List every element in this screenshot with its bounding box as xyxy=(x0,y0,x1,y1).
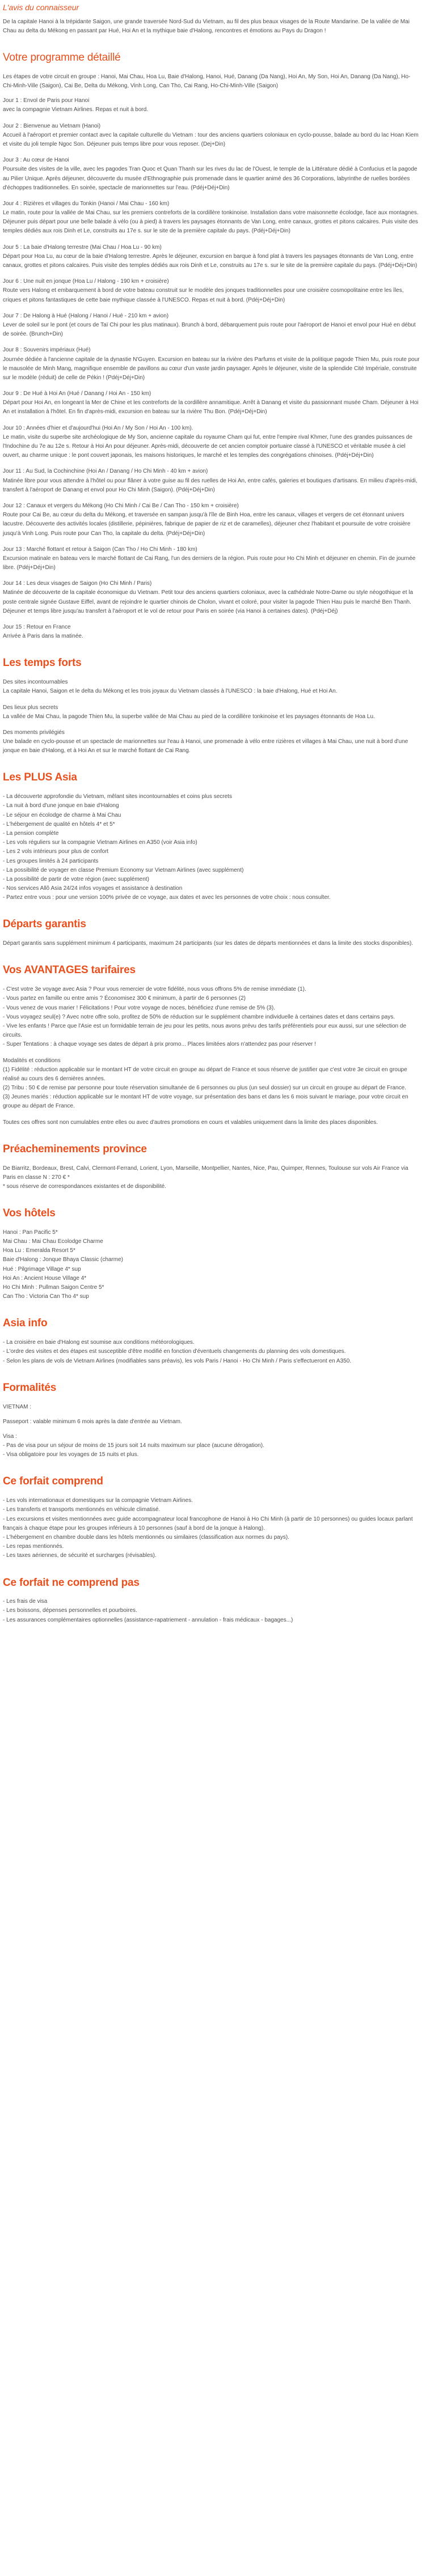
list-item: - L'hébergement en chambre double dans les hôtels mentionnés ou similaires (classification aux normes du pays). xyxy=(3,1534,289,1540)
day-title: Jour 2 : Bienvenue au Vietnam (Hanoi) xyxy=(3,122,101,129)
day-title: Jour 1 : Envol de Paris pour Hanoi xyxy=(3,97,90,104)
list-item: - Les vols réguliers sur la compagnie Vietnam Airlines en A350 (voir Asia info) xyxy=(3,839,197,846)
day-text: avec la compagnie Vietnam Airlines. Repas et nuit à bord. xyxy=(3,107,149,113)
list-item: - La possibilité de partir de votre région (avec supplément) xyxy=(3,876,149,882)
list-item: - Les groupes limités à 24 participants xyxy=(3,858,99,864)
day-item xyxy=(3,579,420,616)
day-title: Jour 10 : Années d'hier et d'aujourd'hui (Hoi An / My Son / Hoi An - 100 km). xyxy=(3,425,193,431)
visa-heading: Visa : xyxy=(3,1433,17,1440)
day-item xyxy=(3,623,420,641)
section-title: Les PLUS Asia xyxy=(3,771,77,784)
list-item: - La nuit à bord d'une jonque en baie d'Halong xyxy=(3,803,119,809)
departures-section xyxy=(3,916,420,948)
section-title: Asia info xyxy=(3,1317,48,1330)
day-item xyxy=(3,346,420,383)
highlight-block xyxy=(3,703,420,722)
list-item: (3) Jeunes mariés : réduction applicable sur le montant HT de votre voyage, sur présentation des bans et dans les 6 mois suivant le mariage, pour votre circuit en groupe au départ de France. xyxy=(3,1094,408,1110)
list-item: - Super Tentations : à chaque voyage ses dates de départ à prix promo... Places limitées alors n'attendez pas pour réserver ! xyxy=(3,1041,317,1048)
list-item: - Vous partez en famille ou entre amis ? Économisez 300 € minimum, à partir de 6 personnes (2) xyxy=(3,995,246,1002)
list-item: - Partez entre vous : pour une version 100% privée de ce voyage, aux dates et avec les personnes de votre choix : nous consulter. xyxy=(3,894,331,901)
excluded-section xyxy=(3,1575,420,1625)
day-title: Jour 8 : Souvenirs impériaux (Hué) xyxy=(3,347,91,354)
highlight-text: Une balade en cyclo-pousse et un spectacle de marionnettes sur l'eau à Hanoi, une promenade à vélo entre rizières et villages à Mai Chau, une nuit à bord d'une jonque en baie d'Halong, et à Hoi An et sur le marché flottant de Cai Rang. xyxy=(3,739,408,754)
highlight-text: La capitale Hanoi, Saigon et le delta du Mékong et les trois joyaux du Vietnam classés à l'UNESCO : la baie d'Halong, Hué et Hoi An. xyxy=(3,688,338,695)
list-item: - Vous venez de vous marier ! Félicitations ! Pour votre voyage de noces, bénéficiez d'une remise de 5% (3). xyxy=(3,1004,275,1011)
highlights-section xyxy=(3,655,420,756)
list-item: Hanoi : Pan Pacific 5* xyxy=(3,1229,58,1236)
day-text: Le matin, route pour la vallée de Mai Chau, sur les premiers contreforts de la cordillère tonkinoise. Installation dans votre maisonnette écolodge, face aux montagnes. Déjeuner puis départ pour une belle balade à vélo (ou à pied) à travers les paysages étonnants de Van Long, entre canaux, grottes et pitons calcaires. Puis visite des temples dédiés aux rois Dinh et Le, construits au 17e s. sur le site de la première capitale du pays. (Pdéj+Déj+Din) xyxy=(3,210,419,235)
advantages-terms xyxy=(3,1056,420,1111)
highlight-block xyxy=(3,728,420,756)
info-list xyxy=(3,1338,420,1366)
formalities-section xyxy=(3,1380,420,1460)
day-list xyxy=(3,96,420,641)
list-item: - L'ordre des visites et des étapes est susceptible d'être modifié en fonction d'éventuels changements du planning des vols domestiques. xyxy=(3,1348,346,1355)
day-text: Le matin, visite du superbe site archéologique de My Son, ancienne capitale du royaume Cham qui fut, entre l'empire rival Khmer, l'une des grandes puissances de l'Indochine du 7e au 12e s. Retour à Hoi An pour déjeuner. Après-midi, découverte de cet ancien comptoir portuaire classé à l'UNESCO et véritable musée à ciel ouvert, au charme unique : le pont couvert japonais, les maisons historiques, le marché et les temples des congrégations chinoises. (Pdéj+Déj+Din) xyxy=(3,434,413,459)
list-item: Hoi An : Ancient House Village 4* xyxy=(3,1275,87,1281)
list-item: - La possibilité de voyager en classe Premium Economy sur Vietnam Airlines (avec supplément) xyxy=(3,867,244,873)
list-item: - Le séjour en écolodge de charme à Mai Chau xyxy=(3,812,121,818)
hotels-list xyxy=(3,1228,420,1302)
departures-text: Départ garantis sans supplément minimum 4 participants, maximum 24 participants (sur les dates de départs mentionnées et dans la limite des stocks disponibles). xyxy=(3,940,414,947)
list-item: Ho Chi Minh : Pullman Saigon Centre 5* xyxy=(3,1284,104,1291)
section-title: Ce forfait ne comprend pas xyxy=(3,1576,140,1589)
list-item: Mai Chau : Mai Chau Ecolodge Charme xyxy=(3,1238,103,1245)
day-item xyxy=(3,545,420,573)
highlight-text: La vallée de Mai Chau, la pagode Thien Mu, la superbe vallée de Mai Chau au pied de la cordillère tonkinoise et les paysages étonnants de Hoa Lu. xyxy=(3,713,375,720)
day-item xyxy=(3,96,420,114)
pre-note: * sous réserve de correspondances existantes et de disponibilité. xyxy=(3,1183,166,1190)
advantages-footer: Toutes ces offres sont non cumulables entre elles ou avec d'autres promotions en cours et valables uniquement dans la limite des places disponibles. xyxy=(3,1119,378,1126)
advantages-section xyxy=(3,962,420,1127)
list-item: Can Tho : Victoria Can Tho 4* sup xyxy=(3,1293,89,1300)
list-item: Hué : Pilgrimage Village 4* sup xyxy=(3,1266,81,1272)
pre-text: De Biarritz, Bordeaux, Brest, Calvi, Clermont-Ferrand, Lorient, Lyon, Marseille, Montpellier, Nantes, Nice, Pau, Quimper, Rennes, Toulouse sur vols Air France via Paris en classe N : 270 € * xyxy=(3,1165,408,1181)
list-item: - Les boissons, dépenses personnelles et pourboires. xyxy=(3,1607,137,1614)
list-item: - Les assurances complémentaires optionnelles (assistance-rapatriement - annulation - frais médicaux - bagages...) xyxy=(3,1616,293,1623)
day-item xyxy=(3,200,420,236)
pre-section xyxy=(3,1141,420,1191)
list-item: - Nos services Allô Asia 24/24 infos voyages et assistance à destination xyxy=(3,885,183,892)
section-title: Formalités xyxy=(3,1381,57,1394)
hotels-section xyxy=(3,1205,420,1301)
highlight-heading: Des sites incontournables xyxy=(3,679,68,686)
day-text: Poursuite des visites de la ville, avec les pagodes Tran Quoc et Quan Thanh sur les rives du lac de l'Ouest, le temple de la Littérature dédié à Confucius et la pagode au Pilier Unique. Après déjeuner, découverte du musée d'Ethnographie puis promenade dans le quartier animé des 36 Corporations, labyrinthe de ruelles bordées d'échoppes traditionnelles. En soirée, spectacle de marionnettes sur l'eau. (Pdéj+Déj+Din) xyxy=(3,166,418,191)
list-item: - L'hébergement de qualité en hôtels 4* et 5* xyxy=(3,821,115,827)
list-item: - Les repas mentionnés. xyxy=(3,1543,64,1550)
day-item xyxy=(3,502,420,538)
list-item: - Les transferts et transports mentionnés en véhicule climatisé. xyxy=(3,1506,161,1513)
list-item: - C'est votre 3e voyage avec Asia ? Pour vous remercier de votre fidélité, nous vous offrons 5% de remise immédiate (1). xyxy=(3,986,306,993)
day-title: Jour 12 : Canaux et vergers du Mékong (Ho Chi Minh / Cai Be / Can Tho - 150 km + croisière) xyxy=(3,502,239,509)
day-text: Matinée de découverte de la capitale économique du Vietnam. Petit tour des anciens quartiers coloniaux, avec la cathédrale Notre-Dame ou style néogothique et la poste centrale signée Gustave Eiffel, avant de rejoindre le quartier chinois de Cholon, vivant et coloré, pour visiter la pagode Thien Hau puis le marché Ben Thanh. Déjeuner et temps libre jusqu'au transfert à l'aéroport et le vol de retour pour Paris en soirée (via Hanoi à certaines dates). (Pdéj+Déj) xyxy=(3,589,414,614)
list-item: - Les 2 vols intérieurs pour plus de confort xyxy=(3,848,109,855)
day-text: Excursion matinale en bateau vers le marché flottant de Cai Rang, l'un des derniers de la région. Puis route pour Ho Chi Minh et déjeuner en chemin. Fin de journée libre. (Pdéj+Déj+Din) xyxy=(3,555,416,571)
excluded-list xyxy=(3,1597,420,1625)
day-title: Jour 15 : Retour en France xyxy=(3,624,71,630)
intro-text: De la capitale Hanoi à la trépidante Saigon, une grande traversée Nord-Sud du Vietnam, au fil des plus beaux visages de la Route Mandarine. De la vallée de Mai Chau au delta du Mékong en passant par Hué, Hoi An et la mythique baie d'Halong, rencontres et émotions au Pays du Dragon ! xyxy=(3,18,410,34)
day-title: Jour 5 : La baie d'Halong terrestre (Mai Chau / Hoa Lu - 90 km) xyxy=(3,244,162,251)
pre-text-block xyxy=(3,1164,420,1192)
day-item xyxy=(3,389,420,417)
section-title: Préacheminements province xyxy=(3,1143,147,1155)
day-text: Matinée libre pour vous attendre à l'hôtel ou pour flâner à votre guise au fil des ruelles de Hoi An, entre cafés, galeries et boutiques d'artisans. En milieu d'après-midi, transfert à l'aéroport de Danang et envol pour Ho Chi Minh (Saigon). (Pdéj+Déj+Din) xyxy=(3,477,418,493)
formalities-country: VIETNAM : xyxy=(3,1403,32,1410)
day-title: Jour 14 : Les deux visages de Saigon (Ho Chi Minh / Paris) xyxy=(3,580,152,587)
section-title: Vos AVANTAGES tarifaires xyxy=(3,964,136,977)
list-item: Baie d'Halong : Jonque Bhaya Classic (charme) xyxy=(3,1257,124,1263)
advantages-list xyxy=(3,985,420,1049)
intro-section xyxy=(3,1,420,36)
day-title: Jour 6 : Une nuit en jonque (Hoa Lu / Halong - 190 km + croisière) xyxy=(3,278,169,285)
day-title: Jour 9 : De Hué à Hoi An (Hué / Danang / Hoi An - 150 km) xyxy=(3,391,151,397)
list-item: (1) Fidélité : réduction applicable sur le montant HT de votre circuit en groupe au départ de France et sous réserve de justifier que c'est votre 3e circuit en groupe réalisé au cours des 6 dernières années. xyxy=(3,1066,407,1082)
list-item: - Vive les enfants ! Parce que l'Asie est un formidable terrain de jeu pour les petits, nous avons prévu des tarifs préférentiels pour eux aussi, sur une sélection de circuits. xyxy=(3,1022,407,1039)
day-text: Arrivée à Paris dans la matinée. xyxy=(3,633,83,640)
terms-heading: Modalités et conditions xyxy=(3,1057,61,1064)
list-item: - Les taxes aériennes, de sécurité et surcharges (révisables). xyxy=(3,1552,157,1559)
plus-list xyxy=(3,792,420,902)
day-item xyxy=(3,312,420,339)
section-title: Départs garantis xyxy=(3,918,86,931)
day-item xyxy=(3,156,420,193)
day-text: Départ pour Hoi An, en longeant la Mer de Chine et les contreforts de la cordillère annamitique. Arrêt à Danang et visite du passionnant musée Cham. Déjeuner à Hoi An et installation à l'hôtel. En fin d'après-midi, excursion en bateau sur la rivière Thu Bon. (Pdéj+Déj+Din) xyxy=(3,400,419,415)
included-section xyxy=(3,1473,420,1560)
list-item: - Vous voyagez seul(e) ? Avec notre offre solo, profitez de 50% de réduction sur le supplément chambre individuelle à certaines dates et dans certains pays. xyxy=(3,1013,395,1020)
list-item: - Les excursions et visites mentionnées avec guide accompagnateur local francophone de Hanoi à Ho Chi Minh (à partir de 10 personnes) ou guides locaux parlant français à chaque étape pour les groupes inférieurs à 10 personnes (sauf à bord de la jonque à Halong). xyxy=(3,1516,413,1531)
section-title: Les temps forts xyxy=(3,657,82,669)
day-text: Accueil à l'aéroport et premier contact avec la capitale culturelle du Vietnam : tour des anciens quartiers coloniaux en cyclo-pousse, balade au bord du lac Hoan Kiem et visite du joli temple Ngoc Son. Déjeuner puis temps libre pour vous reposer. (Dej+Din) xyxy=(3,131,419,147)
day-title: Jour 11 : Au Sud, la Cochinchine (Hoi An / Danang / Ho Chi Minh - 40 km + avion) xyxy=(3,468,208,475)
day-item xyxy=(3,467,420,495)
day-title: Jour 4 : Rizières et villages du Tonkin (Hanoi / Mai Chau - 160 km) xyxy=(3,200,170,207)
day-item xyxy=(3,122,420,150)
list-item: - La pension complète xyxy=(3,830,59,837)
day-title: Jour 7 : De Halong à Hué (Halong / Hanoi / Hué - 210 km + avion) xyxy=(3,312,169,319)
day-item xyxy=(3,277,420,305)
list-item: (2) Tribu : 50 € de remise par personne pour toute réservation simultanée de 6 personnes ou plus (un seul dossier) sur un circuit en groupe au départ de France. xyxy=(3,1085,406,1092)
formalities-passport: Passeport : valable minimum 6 mois après la date d'entrée au Vietnam. xyxy=(3,1418,182,1425)
day-text: Départ pour Hoa Lu, au cœur de la baie d'Halong terrestre. Après le déjeuner, excursion en barque à fond plat à travers les paysages étonnants de Van Long, entre canaux, grottes et pitons calcaires. Puis visite des temples dédiés aux rois Dinh et Le, construits au 17e s. sur le site de la première capitale du pays. (Pdéj+Déj+Din) xyxy=(3,253,418,269)
section-title: Vos hôtels xyxy=(3,1207,56,1220)
day-text: Route vers Halong et embarquement à bord de votre bateau construit sur le modèle des jonques traditionnelles pour une croisière cosmopolitaine entre les îles, criques et pitons fantastiques de cette baie mythique classée à l'UNESCO. Repas et nuit à bord. (Pdéj+Déj+Din) xyxy=(3,287,404,303)
list-item: Hoa Lu : Emeralda Resort 5* xyxy=(3,1247,75,1254)
highlight-heading: Des moments privilégiés xyxy=(3,729,65,736)
included-list xyxy=(3,1496,420,1560)
list-item: - Pas de visa pour un séjour de moins de 15 jours soit 14 nuits maximum sur place (aucune dérogation). xyxy=(3,1442,264,1449)
section-title: Ce forfait comprend xyxy=(3,1475,103,1488)
highlight-heading: Des lieux plus secrets xyxy=(3,704,58,711)
section-title: Votre programme détaillé xyxy=(3,52,121,64)
list-item: - La croisière en baie d'Halong est soumise aux conditions météorologiques. xyxy=(3,1339,195,1346)
day-text: Route pour Cai Be, au cœur du delta du Mékong, et traversée en sampan jusqu'à l'île de Binh Hoa, entre les canaux, villages et vergers de cet étonnant univers lacustre. Découverte des activités locales (distillerie, pépinières, fabrique de papier de riz et de caramelles), déjeuner chez l'habitant et poursuite de votre croisière jusqu'à Vinh Long. Puis route pour Can Tho, la capitale du delta. (Pdéj+Déj+Din) xyxy=(3,512,411,537)
day-item xyxy=(3,243,420,271)
list-item: - La découverte approfondie du Vietnam, mêlant sites incontournables et coins plus secrets xyxy=(3,793,232,800)
day-text: Lever de soleil sur le pont (et cours de Taï Chi pour les plus matinaux). Brunch à bord, débarquement puis route pour l'aéroport de Hanoi et envol pour Hué en début de soirée. (Brunch+Din) xyxy=(3,321,416,338)
day-item xyxy=(3,424,420,461)
plus-section xyxy=(3,769,420,902)
list-item: - Les frais de visa xyxy=(3,1598,48,1605)
day-title: Jour 13 : Marché flottant et retour à Saigon (Can Tho / Ho Chi Minh - 180 km) xyxy=(3,546,197,553)
day-title: Jour 3 : Au cœur de Hanoi xyxy=(3,157,69,164)
visa-block xyxy=(3,1432,420,1460)
list-item: - Selon les plans de vols de Vietnam Airlines (modifiables sans préavis), les vols Paris / Hanoi - Ho Chi Minh / Paris s'effectueront en A350. xyxy=(3,1357,352,1364)
list-item: - Visa obligatoire pour les voyages de 15 nuits et plus. xyxy=(3,1452,139,1458)
highlight-block xyxy=(3,678,420,696)
program-section xyxy=(3,49,420,641)
program-overview: Les étapes de votre circuit en groupe : Hanoi, Mai Chau, Hoa Lu, Baie d'Halong, Hanoi, Hué, Danang (Da Nang), Hoi An, My Son, Hoi An, Danang (Da Nang), Ho-Chi-Minh-Ville (Saigon), Cai Be, Delta du Mékong, Vinh Long, Can Tho, Cai Rang, Ho-Chi-Minh-Ville (Saigon) xyxy=(3,73,411,89)
section-title: L'avis du connaisseur xyxy=(3,3,79,12)
info-section xyxy=(3,1315,420,1365)
day-text: Journée dédiée à l'ancienne capitale de la dynastie N'Guyen. Excursion en bateau sur la rivière des Parfums et visite de la politique pagode Thien Mu, puis route pour le mausolée de Minh Mang, magnifique ensemble de pavillons au cœur d'un vaste jardin paysager. Après le déjeuner, visite de la splendide Cité Impériale, construite sur le modèle (réduit) de celle de Pékin ! (Pdéj+Déj+Din) xyxy=(3,356,420,381)
list-item: - Les vols internationaux et domestiques sur la compagnie Vietnam Airlines. xyxy=(3,1497,193,1504)
